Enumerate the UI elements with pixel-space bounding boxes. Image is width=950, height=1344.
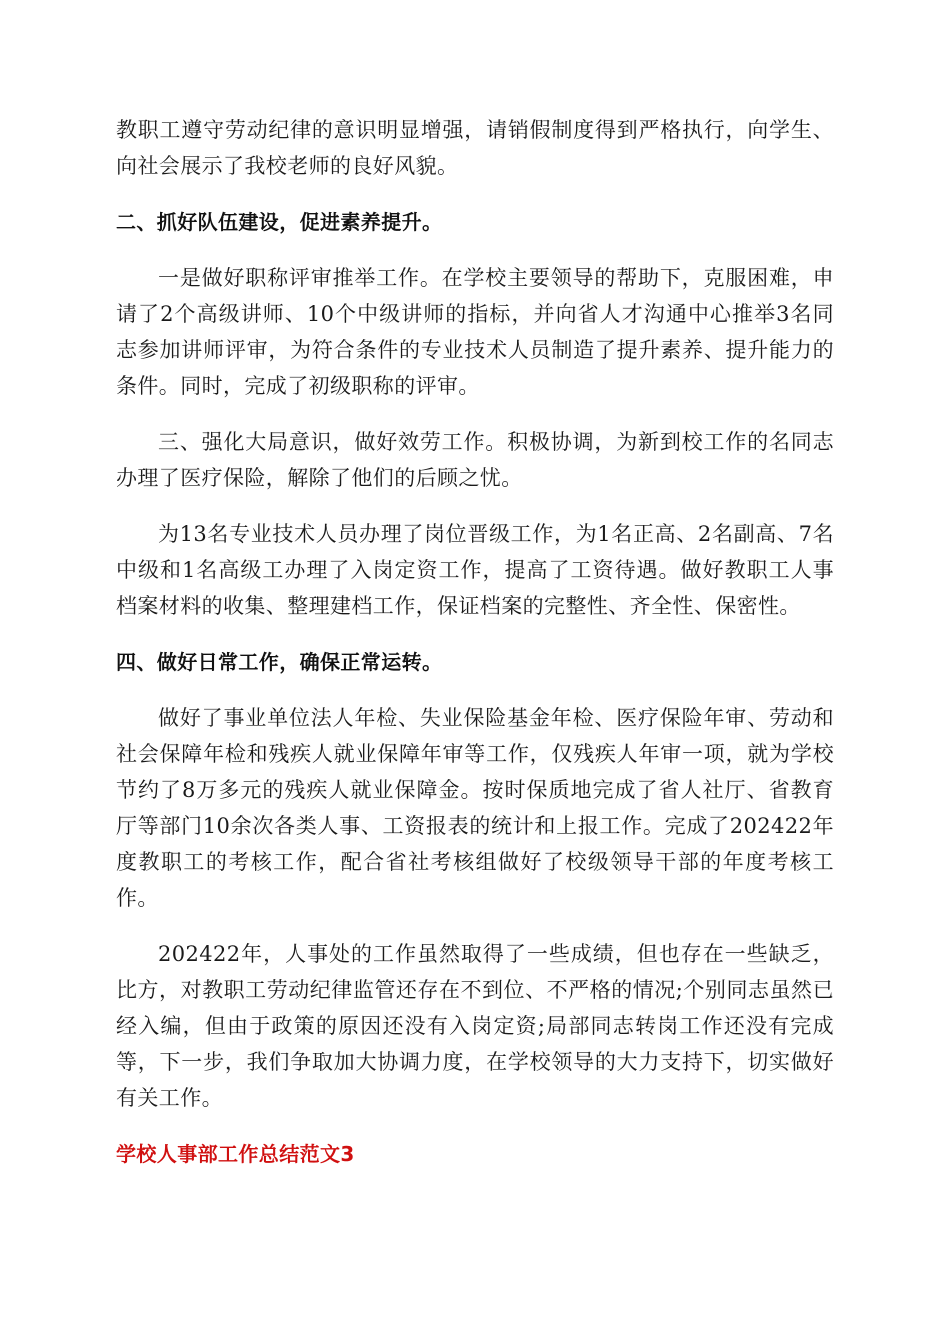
- body-paragraph-6: 202422年，人事处的工作虽然取得了一些成绩，但也存在一些缺乏，比方，对教职工劳动纪律监管还存在不到位、不严格的情况;个别同志虽然已经入编，但由于政策的原因还没有入岗定资;局部同志转岗工作还没有完成等，下一步，我们争取加大协调力度，在学校领导的大力支持下，切实做好有关工作。: [116, 942, 834, 1110]
- section-heading-2: 二、抓好队伍建设，促进素养提升。: [116, 210, 443, 234]
- document-body: [116, 112, 834, 1172]
- body-paragraph-4: 为13名专业技术人员办理了岗位晋级工作，为1名正高、2名副高、7名中级和1名高级工办理了入岗定资工作，提高了工资待遇。做好教职工人事档案材料的收集、整理建档工作，保证档案的完整性、齐全性、保密性。: [116, 522, 834, 618]
- body-paragraph-1: 教职工遵守劳动纪律的意识明显增强，请销假制度得到严格执行，向学生、向社会展示了我校老师的良好风貌。: [116, 118, 834, 178]
- body-paragraph-5: 做好了事业单位法人年检、失业保险基金年检、医疗保险年审、劳动和社会保障年检和残疾人就业保障年审等工作，仅残疾人年审一项，就为学校节约了8万多元的残疾人就业保障金。按时保质地完成了省人社厅、省教育厅等部门10余次各类人事、工资报表的统计和上报工作。完成了202422年度教职工的考核工作，配合省社考核组做好了校级领导干部的年度考核工作。: [116, 706, 834, 910]
- section-heading-4: 四、做好日常工作，确保正常运转。: [116, 650, 443, 674]
- document-section-title: 学校人事部工作总结范文3: [116, 1142, 355, 1166]
- body-paragraph-2: 一是做好职称评审推举工作。在学校主要领导的帮助下，克服困难，申请了2个高级讲师、10个中级讲师的指标，并向省人才沟通中心推举3名同志参加讲师评审，为符合条件的专业技术人员制造了提升素养、提升能力的条件。同时，完成了初级职称的评审。: [116, 266, 834, 398]
- body-paragraph-3: 三、强化大局意识，做好效劳工作。积极协调，为新到校工作的名同志办理了医疗保险，解除了他们的后顾之忧。: [116, 430, 834, 490]
